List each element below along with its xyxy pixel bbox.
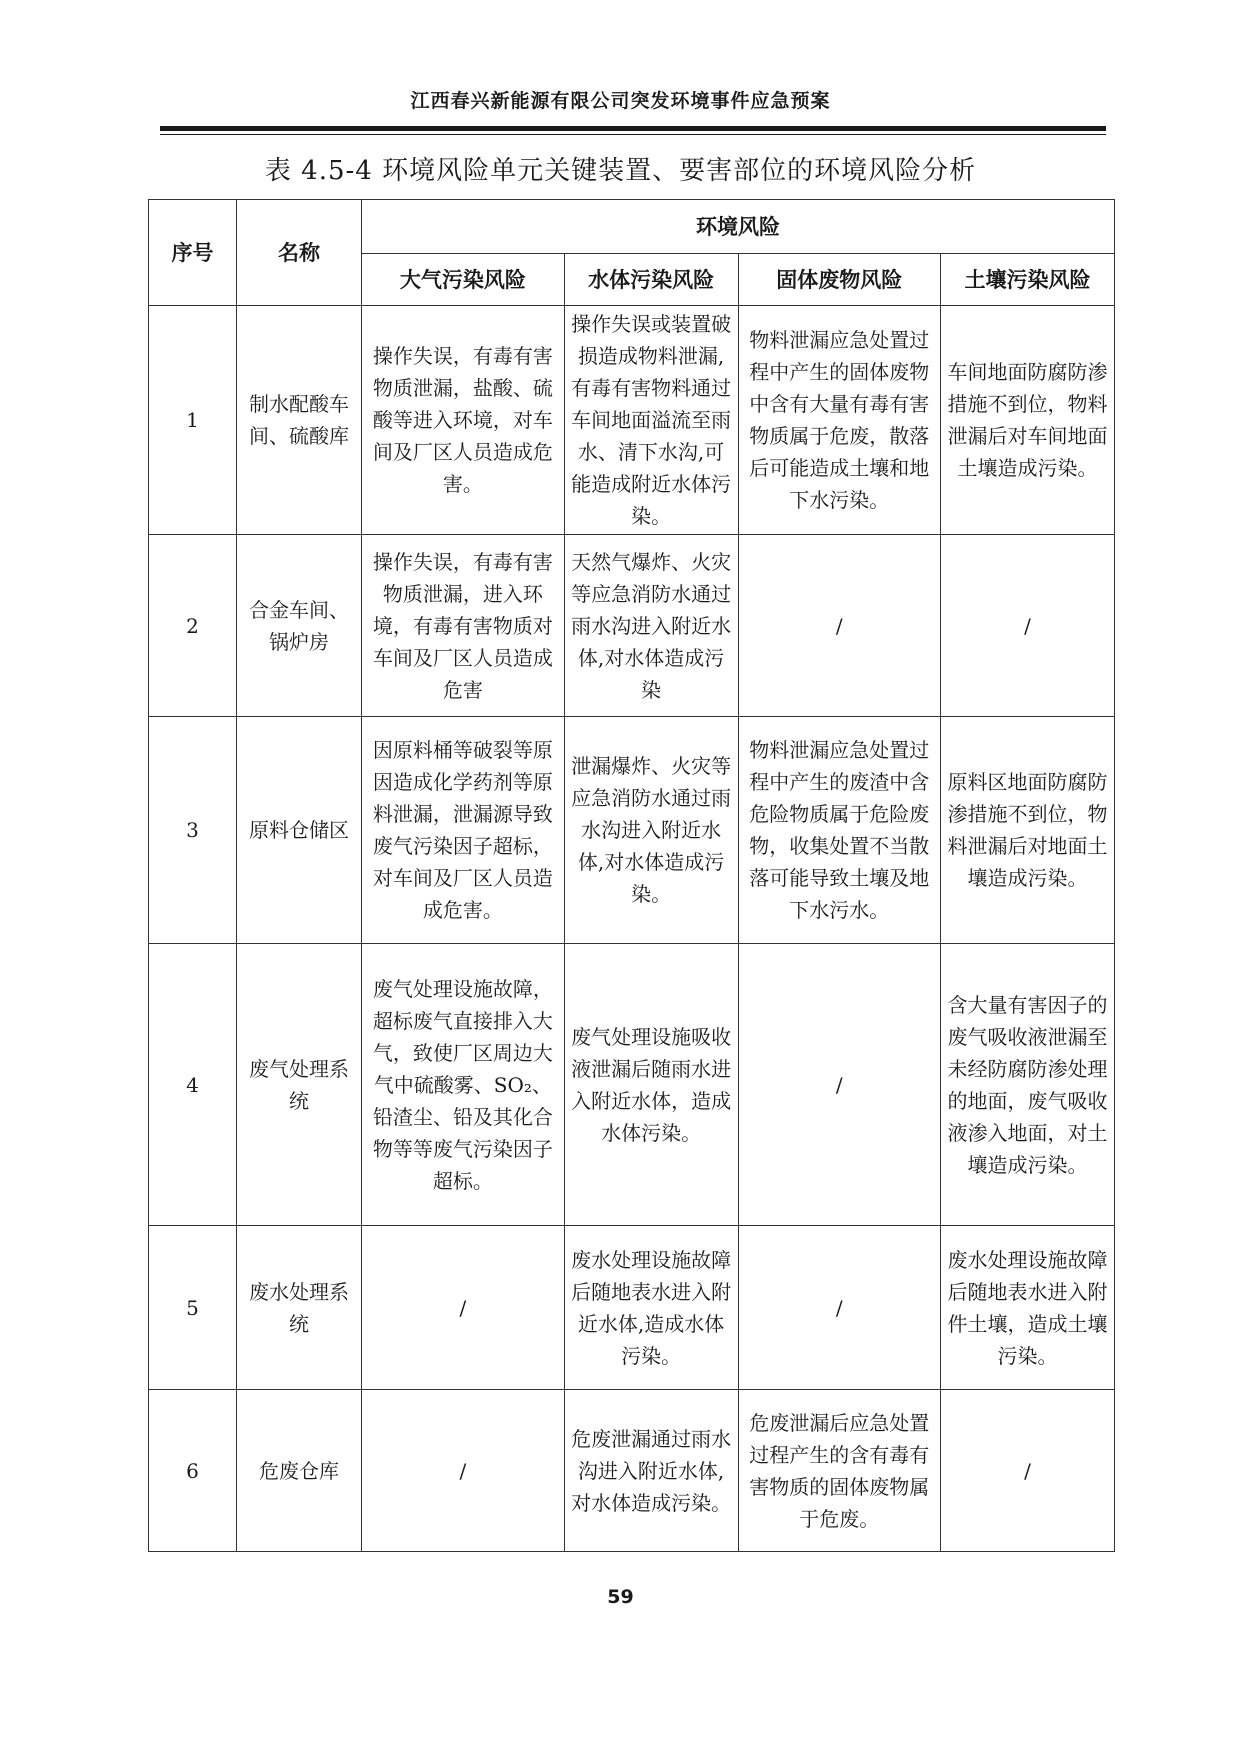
cell-air: / [362,1226,565,1390]
cell-name: 废气处理系统 [237,944,362,1226]
cell-soil: / [941,535,1115,717]
cell-solid: 物料泄漏应急处置过程中产生的固体废物中含有大量有毒有害物质属于危废，散落后可能造成土壤和地下水污染。 [738,306,941,535]
cell-solid: 危废泄漏后应急处置过程产生的含有毒有害物质的固体废物属于危废。 [738,1390,941,1552]
cell-name: 原料仓储区 [237,717,362,944]
header-soil-risk: 土壤污染风险 [941,254,1115,306]
cell-soil: 车间地面防腐防渗措施不到位，物料泄漏后对车间地面土壤造成污染。 [941,306,1115,535]
cell-solid: / [738,1226,941,1390]
cell-water: 危废泄漏通过雨水沟进入附近水体,对水体造成污染。 [564,1390,738,1552]
cell-soil: 原料区地面防腐防渗措施不到位，物料泄漏后对地面土壤造成污染。 [941,717,1115,944]
cell-air: 操作失误，有毒有害物质泄漏，进入环境，有毒有害物质对车间及厂区人员造成危害 [362,535,565,717]
cell-name: 危废仓库 [237,1390,362,1552]
page-number: 59 [607,1586,634,1608]
cell-solid: / [738,535,941,717]
cell-water: 泄漏爆炸、火灾等应急消防水通过雨水沟进入附近水体,对水体造成污染。 [564,717,738,944]
cell-no: 6 [149,1390,237,1552]
cell-water: 废气处理设施吸收液泄漏后随雨水进入附近水体，造成水体污染。 [564,944,738,1226]
table-row [149,717,1115,944]
header-rule-thick [160,126,1106,131]
cell-solid: / [738,944,941,1226]
cell-no: 4 [149,944,237,1226]
cell-air: 操作失误，有毒有害物质泄漏，盐酸、硫酸等进入环境，对车间及厂区人员造成危害。 [362,306,565,535]
header-no: 序号 [149,200,237,306]
table-row [149,1390,1115,1552]
cell-air: 废气处理设施故障，超标废气直接排入大气，致使厂区周边大气中硫酸雾、SO₂、铅渣尘、铅及其化合物等等废气污染因子超标。 [362,944,565,1226]
cell-name: 制水配酸车间、硫酸库 [237,306,362,535]
cell-water: 天然气爆炸、火灾等应急消防水通过雨水沟进入附近水体,对水体造成污染 [564,535,738,717]
cell-name: 合金车间、锅炉房 [237,535,362,717]
header-name: 名称 [237,200,362,306]
cell-no: 1 [149,306,237,535]
cell-soil: 含大量有害因子的废气吸收液泄漏至未经防腐防渗处理的地面，废气吸收液渗入地面，对土壤造成污染。 [941,944,1115,1226]
cell-air: / [362,1390,565,1552]
cell-no: 2 [149,535,237,717]
table-row [149,1226,1115,1390]
table-row [149,944,1115,1226]
cell-water: 废水处理设施故障后随地表水进入附近水体,造成水体污染。 [564,1226,738,1390]
header-solid-risk: 固体废物风险 [738,254,941,306]
cell-no: 5 [149,1226,237,1390]
table-row [149,535,1115,717]
header-water-risk: 水体污染风险 [564,254,738,306]
header-air-risk: 大气污染风险 [362,254,565,306]
cell-no: 3 [149,717,237,944]
header-rule-thin [160,134,1106,135]
cell-water: 操作失误或装置破损造成物料泄漏,有毒有害物料通过车间地面溢流至雨水、清下水沟,可能造成附近水体污染。 [564,306,738,535]
table-title: 表 4.5-4 环境风险单元关键装置、要害部位的环境风险分析 [264,156,977,186]
risk-analysis-table [148,199,1115,1552]
cell-solid: 物料泄漏应急处置过程中产生的废渣中含危险物质属于危险废物，收集处置不当散落可能导致土壤及地下水污水。 [738,717,941,944]
cell-soil: / [941,1390,1115,1552]
header-env-risk: 环境风险 [362,200,1115,254]
table-row [149,306,1115,535]
cell-soil: 废水处理设施故障后随地表水进入附件土壤，造成土壤污染。 [941,1226,1115,1390]
running-header: 江西春兴新能源有限公司突发环境事件应急预案 [410,90,831,112]
cell-air: 因原料桶等破裂等原因造成化学药剂等原料泄漏，泄漏源导致废气污染因子超标，对车间及厂区人员造成危害。 [362,717,565,944]
cell-name: 废水处理系统 [237,1226,362,1390]
